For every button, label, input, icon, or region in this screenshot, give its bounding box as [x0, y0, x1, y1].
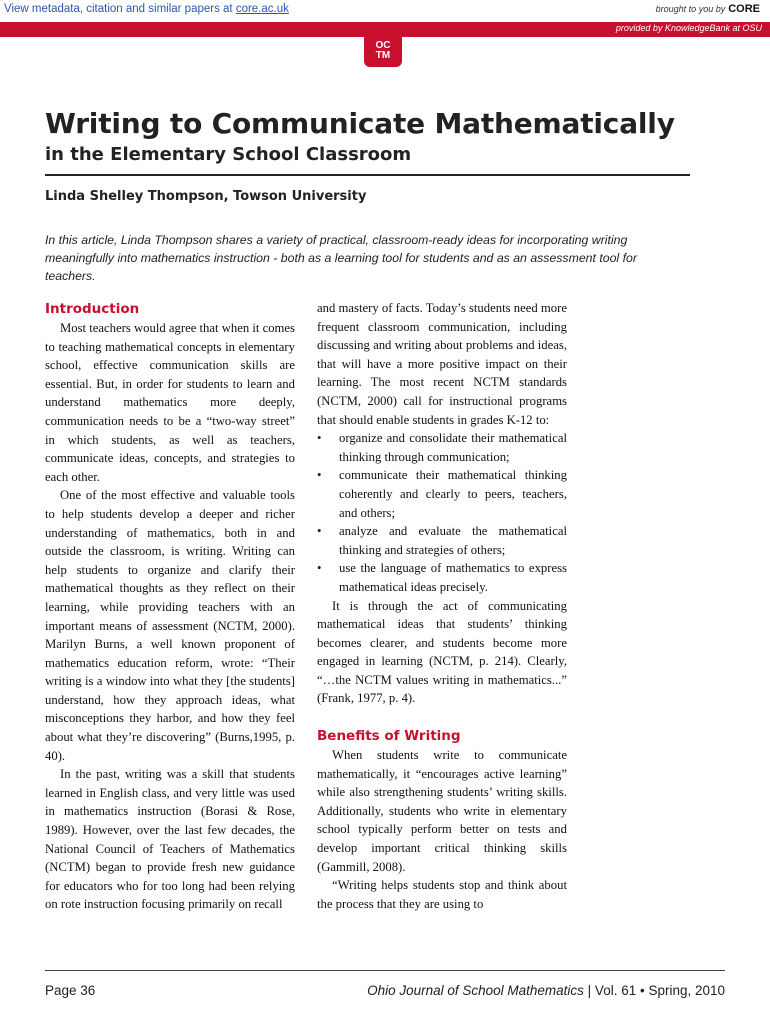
- footer-rule: [45, 970, 725, 971]
- list-item: • analyze and evaluate the mathematical thinking and strategies of others;: [317, 522, 567, 559]
- page-number: Page 36: [45, 983, 96, 998]
- metadata-link[interactable]: [4, 3, 289, 15]
- list-item: • communicate their mathematical thinking coherently and clearly to peers, teachers, and others;: [317, 466, 567, 522]
- metadata-prefix: View metadata, citation and similar papers at: [4, 3, 236, 15]
- paragraph: and mastery of facts. Today’s students need more frequent classroom communication, including discussing and writing about problems and ideas, that will have a more positive impact on their learning. The most recent NCTM standards (NCTM, 2000) call for instructional programs that should enable students in grades K-12 to:: [317, 301, 567, 427]
- provided-by-text[interactable]: provided by KnowledgeBank at OSU: [615, 23, 762, 33]
- list-item: • organize and consolidate their mathematical thinking through communication;: [317, 429, 567, 466]
- logo-line-2: TM: [375, 50, 391, 61]
- paragraph: One of the most effective and valuable tools to help students develop a deeper and richer understanding of mathematics, both in and outside the classroom, is writing. Writing can help students to organize and clarify their mathematical thoughts as they reflect on their learning, while providing teachers with an important means of assessment (NCTM, 2000). Marilyn Burns, a well known proponent of mathematics education reform, wrote: “Their writing is a window into what they [the students] understand, how they approach ideas, what misconceptions they harbor, and how they feel about what they’re discovering” (Burns,1995, p. 40).: [45, 488, 295, 763]
- right-column: [317, 299, 567, 913]
- title-rule: [45, 174, 690, 176]
- paragraph: Most teachers would agree that when it comes to teaching mathematical concepts in elementary school, effective communication skills are essential. But, in order for students to learn and understand mathematics more deeply, communication needs to be a “two-way street” in which students, as well as teachers, communicate ideas, concepts, and strategies to each other.: [45, 321, 295, 484]
- section-heading-benefits: Benefits of Writing: [317, 728, 461, 745]
- core-link[interactable]: core.ac.uk: [235, 3, 289, 15]
- journal-name: Ohio Journal of School Mathematics: [367, 983, 584, 998]
- paragraph: It is through the act of communicating mathematical ideas that students’ thinking becomes clearer, and students become more engaged in learning (NCTM, p. 214). Clearly, “…the NCTM values writing in mathematics...” (Frank, 1977, p. 4).: [317, 598, 567, 706]
- paragraph: “Writing helps students stop and think about the process that they are using to: [317, 878, 567, 911]
- journal-citation: [367, 983, 725, 998]
- section-heading-introduction: Introduction: [45, 301, 140, 317]
- core-topbar: [0, 0, 770, 22]
- logo-line-1: OC: [375, 40, 391, 51]
- brought-by-text: brought to you by: [655, 4, 726, 14]
- provider-bar: [0, 22, 770, 37]
- abstract: In this article, Linda Thompson shares a variety of practical, classroom-ready ideas for incorporating writing meaningfully into mathematics instruction - both as a learning tool for students and as an assessment tool for teachers.: [45, 233, 637, 283]
- brought-by: [656, 3, 760, 15]
- left-column: [45, 299, 295, 914]
- article-subtitle: in the Elementary School Classroom: [45, 144, 412, 165]
- author-line: Linda Shelley Thompson, Towson University: [45, 189, 367, 204]
- nctm-bullet-list: [317, 429, 567, 596]
- paragraph: In the past, writing was a skill that students learned in English class, and very little was used in mathematics instruction (Borasi & Rose, 1989). However, over the last few decades, the National Council of Teachers of Mathematics (NCTM) began to provide fresh new guidance for educators who for too long had been relying on rote instruction focusing primarily on recall: [45, 767, 295, 912]
- core-logo-text[interactable]: CORE: [728, 3, 760, 15]
- journal-issue: | Vol. 61 • Spring, 2010: [583, 983, 725, 998]
- list-item: • use the language of mathematics to express mathematical ideas precisely.: [317, 559, 567, 596]
- paragraph: When students write to communicate mathematically, it “encourages active learning” while also strengthening students’ writing skills. Additionally, students who write in elementary school typically perform better on tests and develop important critical thinking skills (Gammill, 2008).: [317, 748, 567, 874]
- octm-logo: [364, 37, 402, 67]
- article-title: Writing to Communicate Mathematically: [45, 107, 675, 140]
